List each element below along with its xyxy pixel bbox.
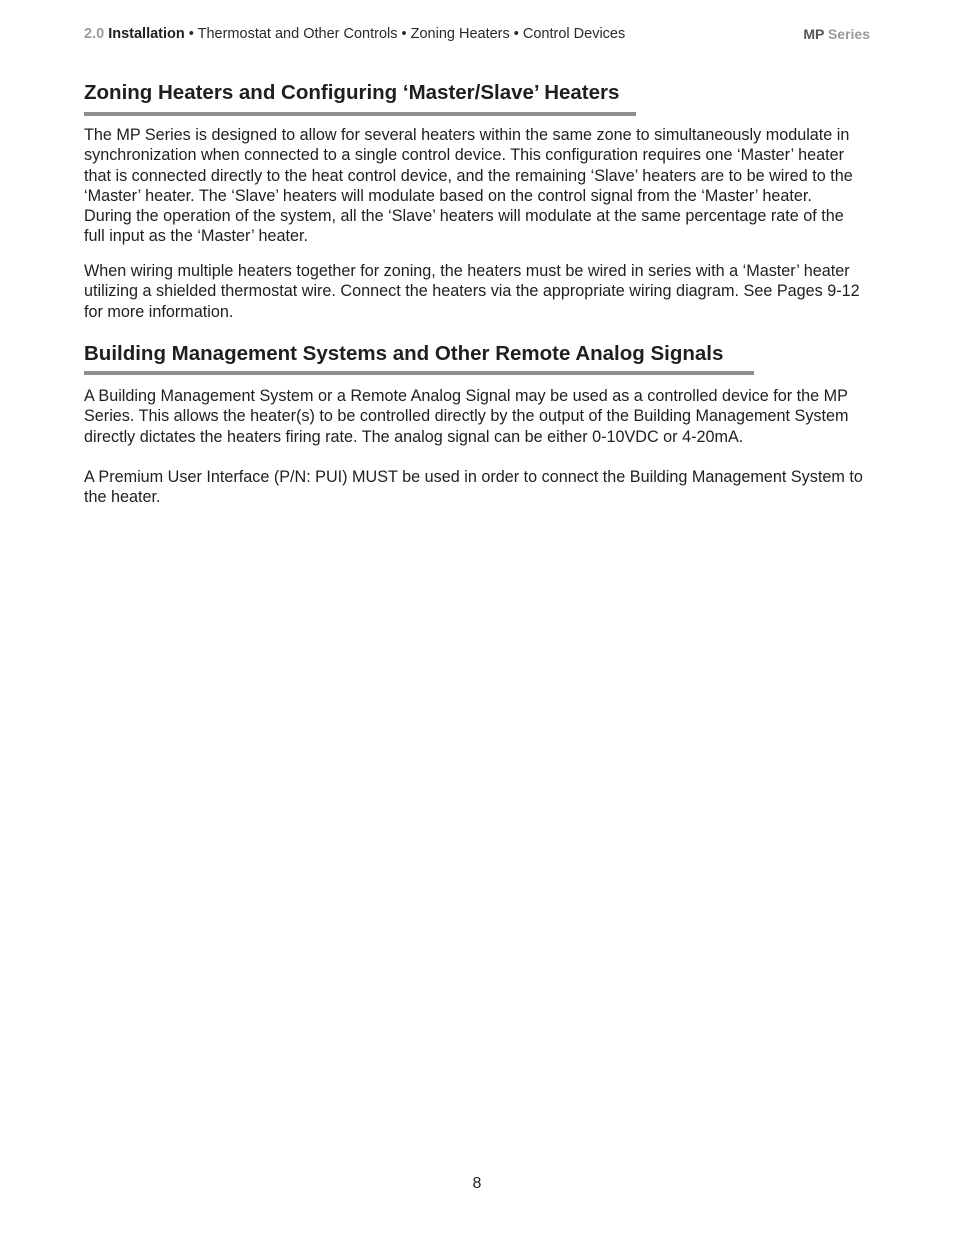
section-number: 2.0: [84, 26, 105, 42]
paragraph-zoning-intro: The MP Series is designed to allow for several heaters within the same zone to simultaneously modulate in synchronization when connected to a single control device. This configuration requires one ‘Master’ heater that is connected directly to the heat control device, and the remaining ‘Slave’ heaters are to be wired to the ‘Master’ heater. The ‘Slave’ heaters will modulate based on the control signal from the ‘Master’ heater. During the operation of the system, all the ‘Slave’ heaters will modulate at the same percentage rate of the full input as the ‘Master’ heater.: [84, 126, 853, 246]
page-number: 8: [472, 1175, 482, 1192]
brand-name: MP: [803, 26, 825, 42]
breadcrumb: [84, 24, 625, 44]
section-heading-zoning: Zoning Heaters and Configuring ‘Master/Slave’ Heaters: [84, 81, 620, 104]
section-heading-bms: Building Management Systems and Other Remote Analog Signals: [84, 342, 724, 365]
section-name: Installation: [108, 26, 185, 42]
paragraph-zoning-wiring: When wiring multiple heaters together for zoning, the heaters must be wired in series with a ‘Master’ heater utilizing a shielded thermostat wire. Connect the heaters via the appropriate wiring diagram. See Pages 9-12 for more information.: [84, 262, 860, 321]
heading-underline: [84, 371, 754, 375]
breadcrumb-trail: • Thermostat and Other Controls • Zoning Heaters • Control Devices: [184, 26, 626, 42]
series-label: [803, 24, 870, 44]
paragraph-bms-intro: A Building Management System or a Remote Analog Signal may be used as a controlled device for the MP Series. This allows the heater(s) to be controlled directly by the output of the Building Management System directly dictates the heaters firing rate. The analog signal can be either 0-10VDC or 4-20mA.: [84, 387, 849, 446]
paragraph-bms-pui: A Premium User Interface (P/N: PUI) MUST be used in order to connect the Building Management System to the heater.: [84, 468, 863, 507]
series-word: Series: [827, 26, 870, 42]
page-header: [84, 24, 870, 44]
heading-underline: [84, 112, 636, 116]
